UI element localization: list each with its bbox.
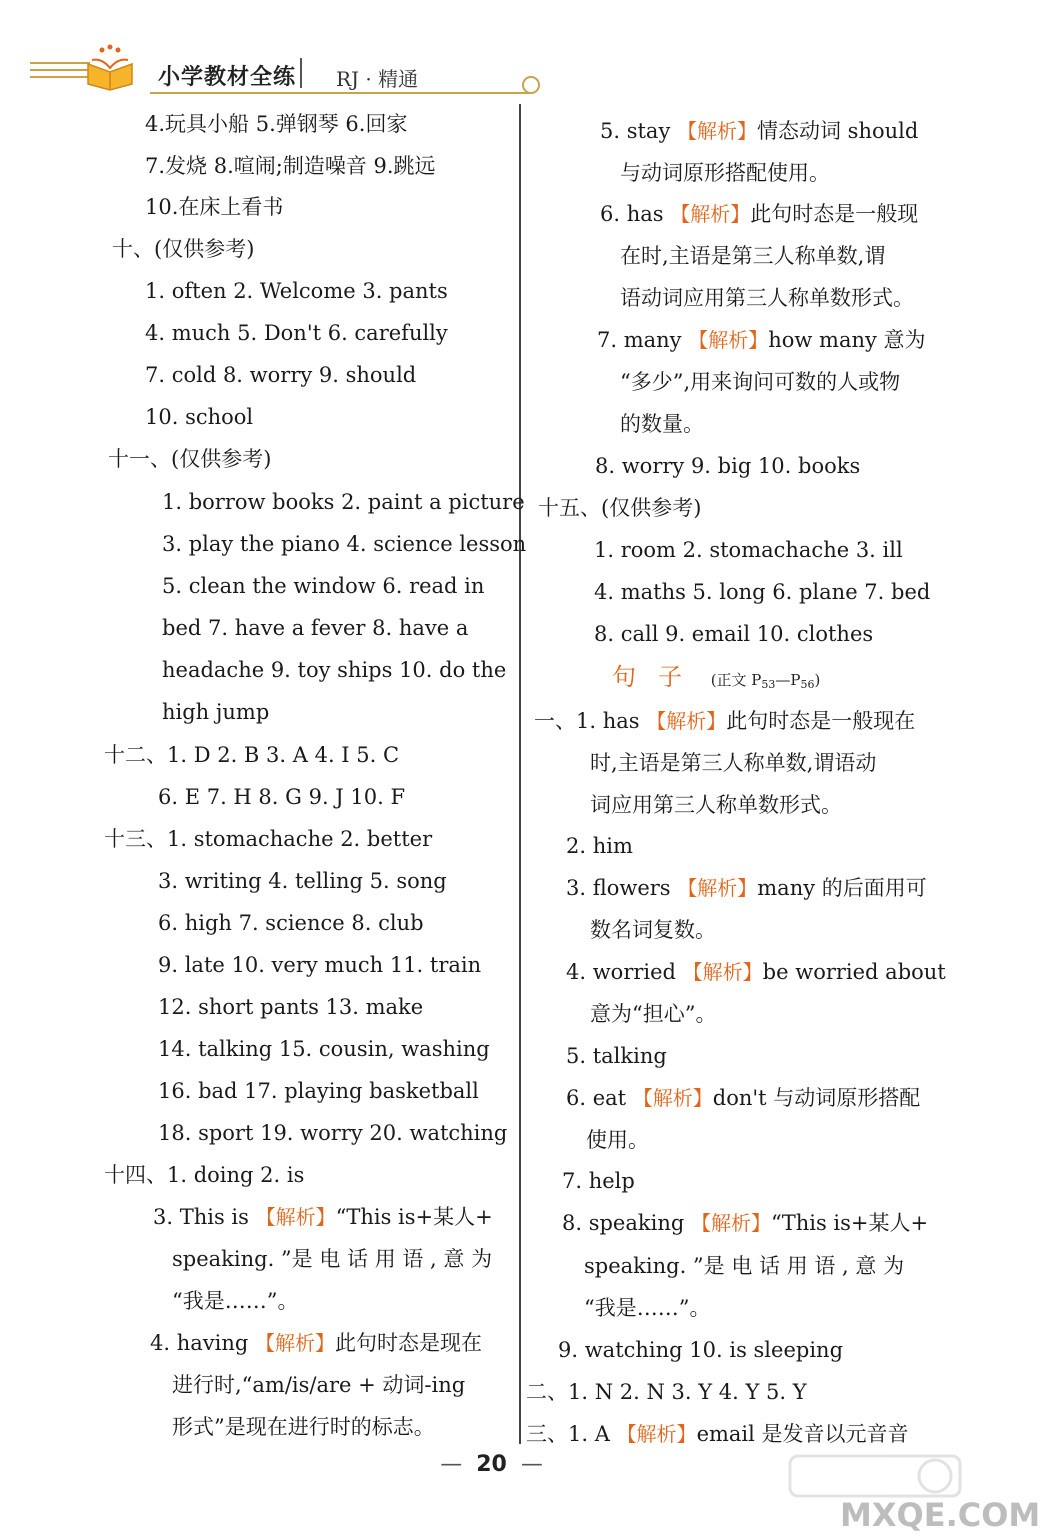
- answer-line: speaking. ”是 电 话 用 语 , 意 为: [584, 1254, 905, 1278]
- answer-line: headache 9. toy ships 10. do the: [162, 658, 507, 682]
- answer-line: 6. eat 【解析】don't 与动词原形搭配: [566, 1086, 921, 1110]
- watermark-text: MXQE.COM: [840, 1496, 1040, 1534]
- answer-line: 数名词复数。: [590, 918, 716, 942]
- answer-line: 9. watching 10. is sleeping: [558, 1338, 844, 1362]
- section-heading: 十、(仅供参考): [112, 237, 255, 261]
- page-reference: (正文 $P_{53}—P_{56}$): [710, 671, 821, 691]
- answer-line: 三、1. A 【解析】email 是发音以元音音: [526, 1422, 909, 1446]
- answer-line: 8. speaking 【解析】“This is+某人+: [562, 1211, 929, 1235]
- edition-label: RJ · 精通: [336, 67, 419, 91]
- explanation-tag: 【解析】: [255, 1205, 336, 1229]
- answer-line: speaking. ”是 电 话 用 语 , 意 为: [172, 1247, 493, 1271]
- answer-line: 词应用第三人称单数形式。: [590, 793, 842, 817]
- page-footer: — 20 —: [440, 1452, 543, 1477]
- answer-line: 3. flowers 【解析】many 的后面用可: [566, 876, 927, 900]
- answer-line: 4. having 【解析】此句时态是现在: [150, 1331, 482, 1355]
- answer-line: 7.发烧 8.喧闹;制造噪音 9.跳远: [145, 154, 436, 178]
- answer-line: 十四、1. doing 2. is: [104, 1163, 305, 1187]
- answer-line: 二、1. N 2. N 3. Y 4. Y 5. Y: [526, 1380, 807, 1404]
- open-book-logo-icon: [84, 44, 136, 90]
- answer-line: 5. clean the window 6. read in: [162, 574, 485, 598]
- explanation-tag: 【解析】: [690, 1211, 771, 1235]
- answer-line: 7. cold 8. worry 9. should: [145, 363, 417, 387]
- answer-line: 4.玩具小船 5.弹钢琴 6.回家: [145, 112, 408, 136]
- answer-line: 7. help: [562, 1169, 635, 1193]
- answer-line: 一、1. has 【解析】此句时态是一般现在: [534, 709, 916, 733]
- answer-line: high jump: [162, 700, 270, 724]
- page-header: [0, 0, 983, 100]
- answer-line: 16. bad 17. playing basketball: [158, 1079, 479, 1103]
- section-heading: 十五、(仅供参考): [538, 496, 702, 520]
- header-decoration-lines: [30, 62, 90, 83]
- answer-line: 十三、1. stomachache 2. better: [104, 827, 433, 851]
- answer-line: 4. maths 5. long 6. plane 7. bed: [594, 580, 931, 604]
- section-heading: 十一、(仅供参考): [108, 447, 272, 471]
- answer-line: 14. talking 15. cousin, washing: [158, 1037, 490, 1061]
- answer-line: 与动词原形搭配使用。: [620, 161, 830, 185]
- answer-line: 6. E 7. H 8. G 9. J 10. F: [158, 785, 406, 809]
- answer-line: 使用。: [586, 1128, 649, 1152]
- explanation-tag: 【解析】: [632, 1086, 713, 1110]
- answer-line: 进行时,“am/is/are + 动词-ing: [172, 1373, 466, 1397]
- answer-line: 10.在床上看书: [145, 195, 284, 219]
- explanation-tag: 【解析】: [677, 119, 757, 143]
- header-separator: [300, 58, 302, 88]
- answer-line: 8. worry 9. big 10. books: [595, 454, 861, 478]
- sentence-section-title: [612, 662, 820, 700]
- answer-line: 6. high 7. science 8. club: [158, 911, 424, 935]
- answer-line: 5. talking: [566, 1044, 667, 1068]
- section-title-text: 句子: [612, 663, 704, 691]
- answer-line: 12. short pants 13. make: [158, 995, 424, 1019]
- header-rule: [150, 92, 530, 94]
- brand-title: 小学教材全练: [158, 65, 297, 90]
- explanation-tag: 【解析】: [670, 202, 751, 226]
- explanation-tag: 【解析】: [677, 876, 758, 900]
- answer-line: 在时,主语是第三人称单数,谓: [620, 244, 886, 268]
- answer-line: “我是……”。: [584, 1296, 711, 1320]
- answer-line: 语动词应用第三人称单数形式。: [620, 286, 914, 310]
- answer-line: 1. room 2. stomachache 3. ill: [594, 538, 903, 562]
- answer-line: 9. late 10. very much 11. train: [158, 953, 482, 977]
- explanation-tag: 【解析】: [682, 960, 763, 984]
- answer-line: “多少”,用来询问可数的人或物: [620, 370, 901, 394]
- answer-line: 3. writing 4. telling 5. song: [158, 869, 447, 893]
- answer-line: “我是……”。: [172, 1289, 299, 1313]
- answer-line: 意为“担心”。: [590, 1002, 717, 1026]
- explanation-tag: 【解析】: [254, 1331, 335, 1355]
- answer-line: 6. has 【解析】此句时态是一般现: [600, 202, 919, 226]
- answer-line: 2. him: [566, 834, 633, 858]
- answer-line: 形式”是现在进行时的标志。: [172, 1415, 435, 1439]
- page-number: 20: [476, 1452, 507, 1477]
- answer-line: 5. stay 【解析】情态动词 should: [600, 119, 919, 143]
- answer-line: 10. school: [145, 405, 254, 429]
- answer-line: 3. This is 【解析】“This is+某人+: [153, 1205, 493, 1229]
- explanation-tag: 【解析】: [646, 709, 727, 733]
- answer-line: 十二、1. D 2. B 3. A 4. I 5. C: [104, 743, 400, 767]
- answer-line: bed 7. have a fever 8. have a: [162, 616, 469, 640]
- answer-line: 18. sport 19. worry 20. watching: [158, 1121, 508, 1145]
- answer-line: 1. borrow books 2. paint a picture: [162, 490, 525, 514]
- answer-line: 时,主语是第三人称单数,谓语动: [590, 751, 877, 775]
- header-ornament-icon: [522, 76, 540, 94]
- column-divider: [519, 104, 521, 1444]
- answer-line: 8. call 9. email 10. clothes: [594, 622, 874, 646]
- explanation-tag: 【解析】: [616, 1422, 697, 1446]
- explanation-tag: 【解析】: [688, 328, 769, 352]
- answer-line: 3. play the piano 4. science lesson: [162, 532, 527, 556]
- answer-line: 4. much 5. Don't 6. carefully: [145, 321, 448, 345]
- answer-line: 1. often 2. Welcome 3. pants: [145, 279, 448, 303]
- answer-line: 7. many 【解析】how many 意为: [597, 328, 926, 352]
- answer-line: 的数量。: [620, 412, 704, 436]
- answer-line: 4. worried 【解析】be worried about: [566, 960, 946, 984]
